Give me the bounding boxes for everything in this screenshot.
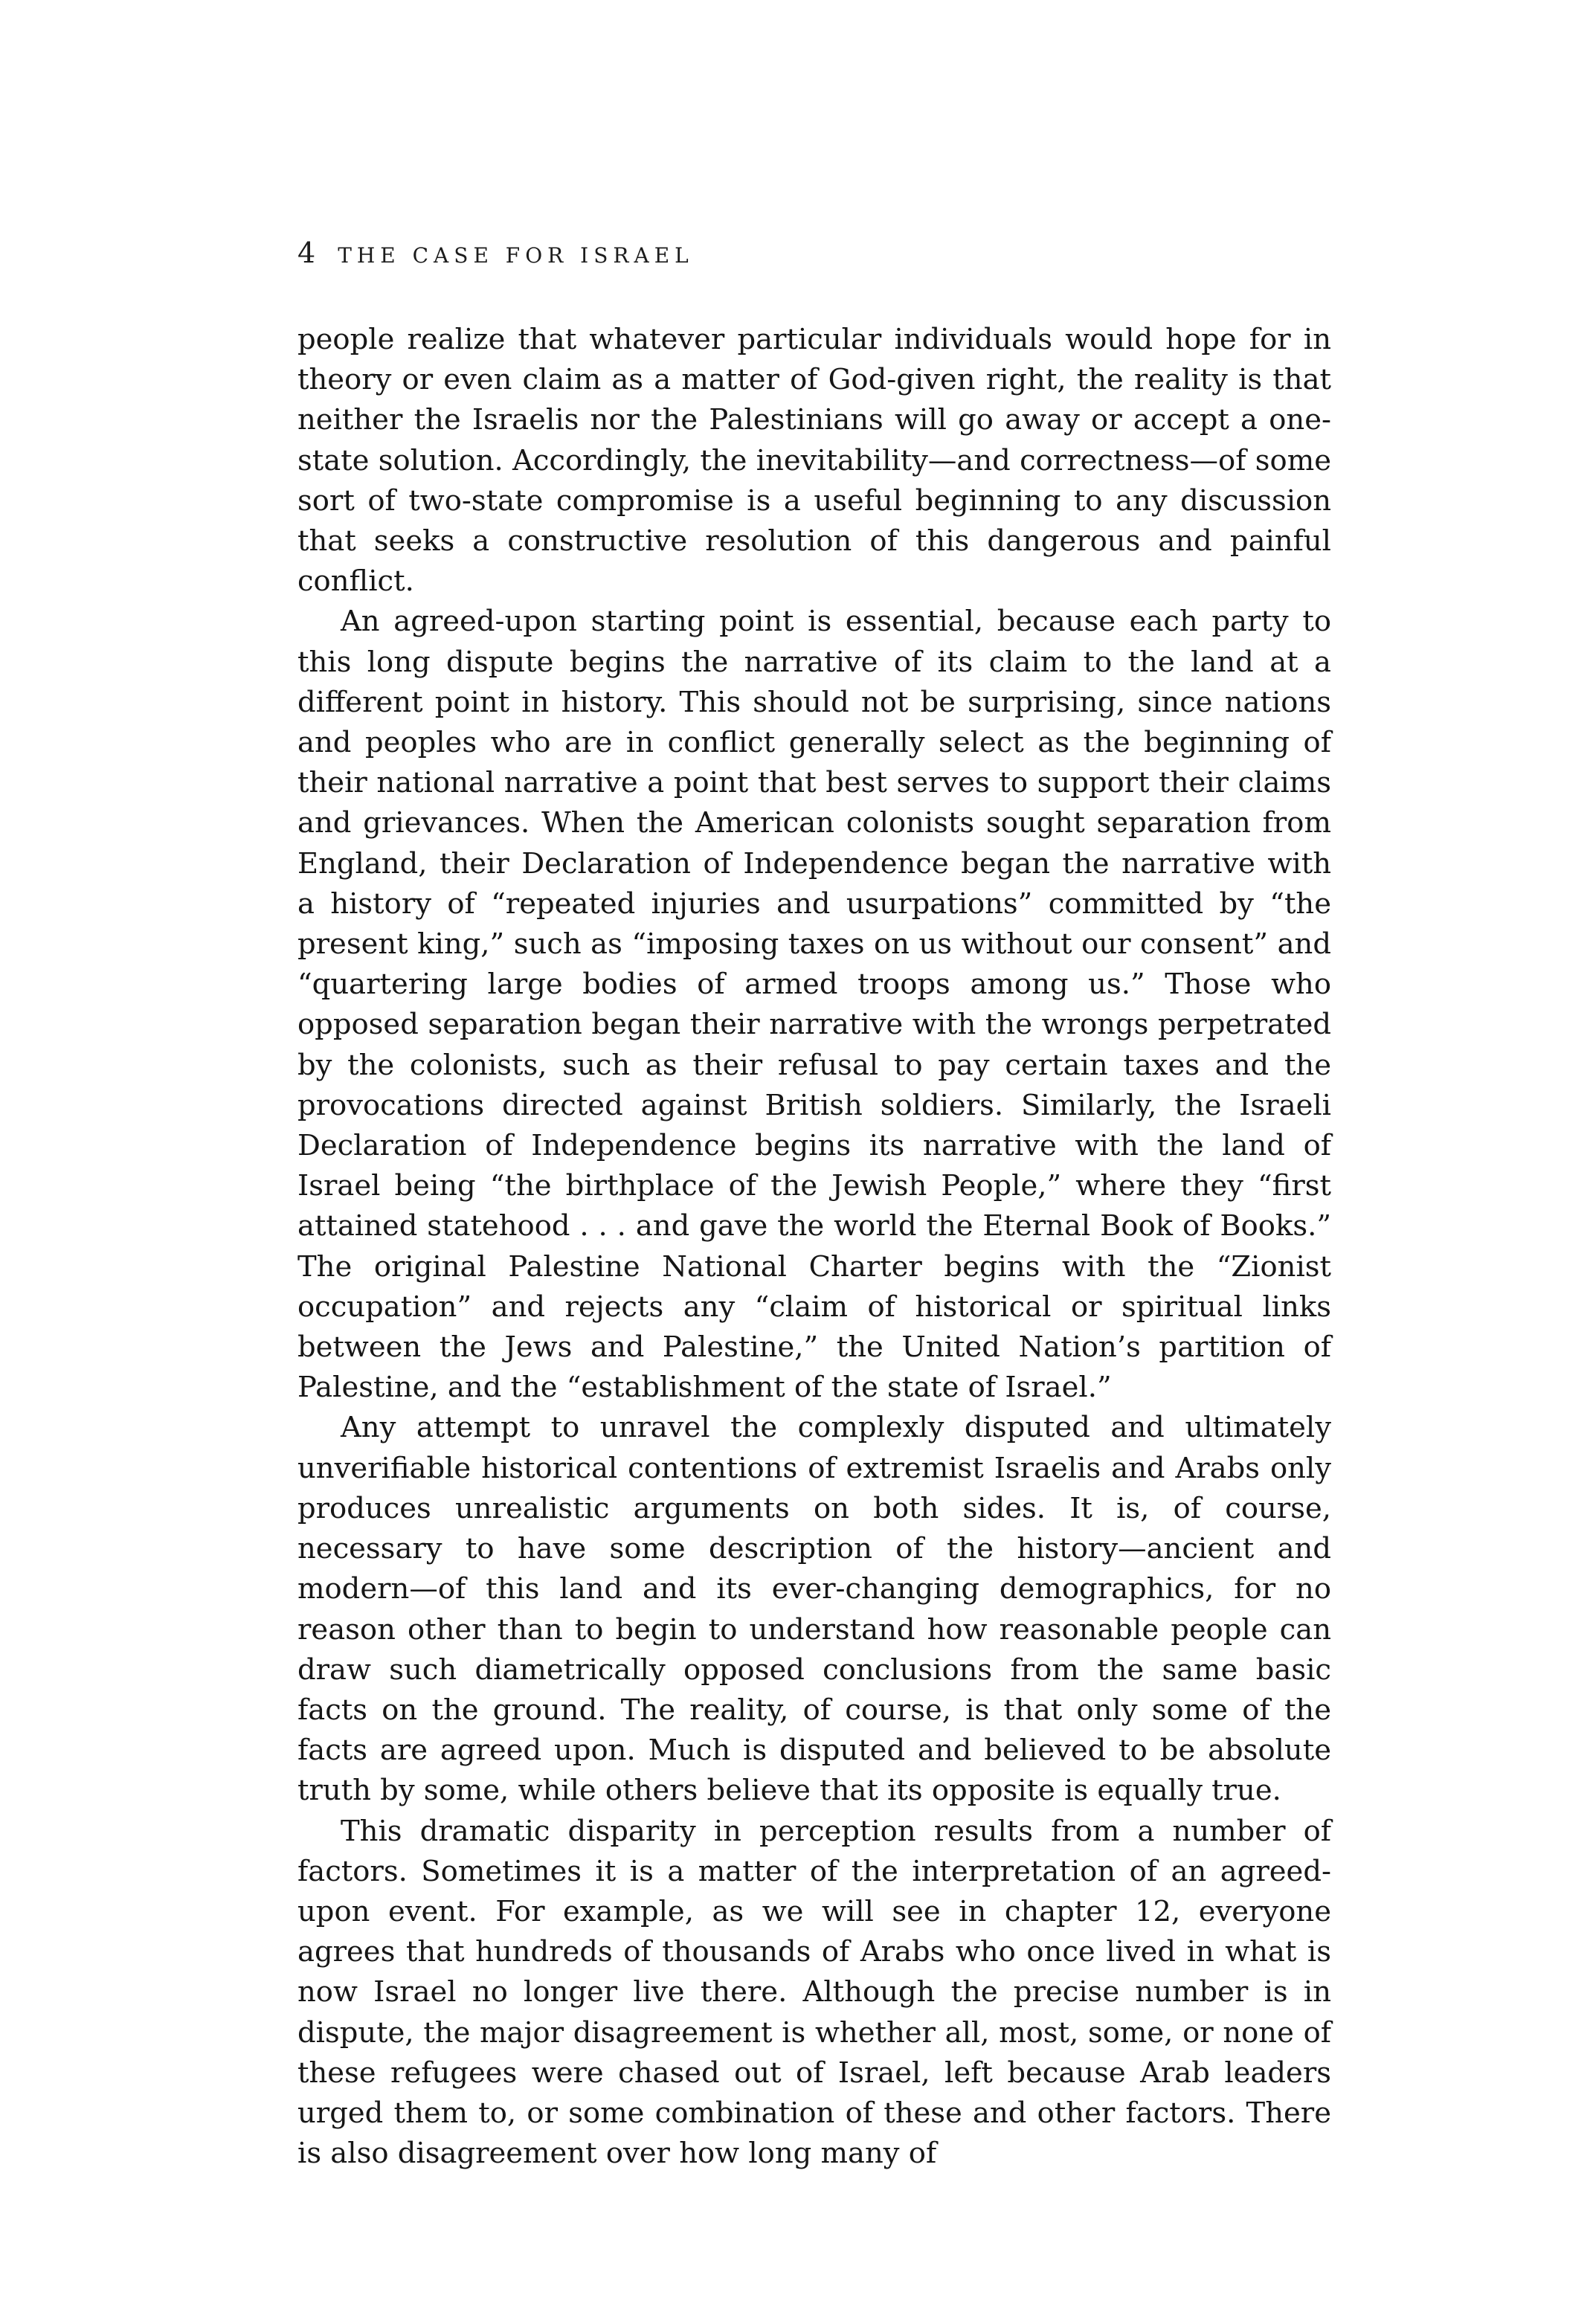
running-head <box>297 236 694 274</box>
paragraph-4: This dramatic disparity in perception results from a number of factors. Sometimes it is a matter of the interpretation of an agreed-upon event. For example, as we will see in chapter 12, everyone agrees that hundreds of thousands of Arabs who once lived in what is now Israel no longer live there. Although the precise number is in dispute, the major disagreement is whether all, most, some, or none of these refugees were chased out of Israel, left because Arab leaders urged them to, or some combination of these and other factors. There is also disagreement over how long many of <box>297 1814 1331 2171</box>
paragraph-1: people realize that whatever particular individuals would hope for in theory or even claim as a matter of God-given right, the reality is that neither the Israelis nor the Palestinians will go away or accept a one-state solution. Accordingly, the inevitability—and correctness—of some sort of two-state compromise is a useful beginning to any discussion that seeks a constructive resolution of this dangerous and painful conflict. <box>297 323 1331 599</box>
paragraph-3: Any attempt to unravel the complexly disputed and ultimately unverifiable historical contentions of extremist Israelis and Arabs only produces unrealistic arguments on both sides. It is, of course, necessary to have some description of the history—ancient and modern—of this land and its ever-changing demographics, for no reason other than to begin to understand how reasonable people can draw such diametrically opposed conclusions from the same basic facts on the ground. The reality, of course, is that only some of the facts are agreed upon. Much is disputed and believed to be absolute truth by some, while others believe that its opposite is equally true. <box>297 1411 1331 1808</box>
body-text <box>297 320 1331 2174</box>
running-title: THE CASE FOR ISRAEL <box>338 243 694 268</box>
paragraph-2: An agreed-upon starting point is essential, because each party to this long dispute begins the narrative of its claim to the land at a different point in history. This should not be surprising, since nations and peoples who are in conflict generally select as the beginning of their national narrative a point that best serves to support their claims and grievances. When the American colonists sought separation from England, their Declaration of Independence began the narrative with a history of “repeated injuries and usurpations” committed by “the present king,” such as “imposing taxes on us without our consent” and “quartering large bodies of armed troops among us.” Those who opposed separation began their narrative with the wrongs perpetrated by the colonists, such as their refusal to pay certain taxes and the provocations directed against British soldiers. Similarly, the Israeli Declaration of Independence begins its narrative with the land of Israel being “the birthplace of the Jewish People,” where they “first attained statehood . . . and gave the world the Eternal Book of Books.” The original Palestine National Charter begins with the “Zionist occupation” and rejects any “claim of historical or spiritual links between the Jews and Palestine,” the United Nation’s partition of Palestine, and the “establishment of the state of Israel.” <box>297 605 1331 1405</box>
page-number: 4 <box>297 236 316 269</box>
